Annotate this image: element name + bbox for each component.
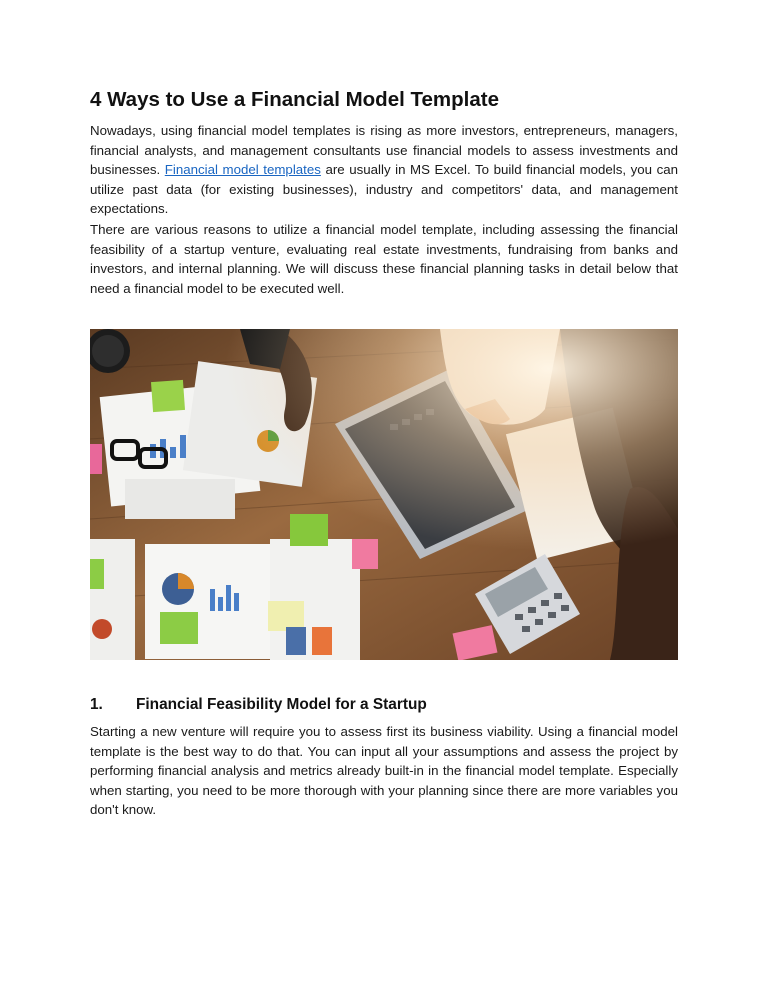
section-number: 1. bbox=[90, 696, 103, 713]
intro-text-start: Nowadays, using financial model templates is rising as more investors, entrepreneurs, managers, financial analysts, and management consultants use financial models to assess investments and businesses. bbox=[90, 123, 678, 178]
financial-model-templates-link[interactable]: Financial model templates bbox=[164, 162, 321, 178]
page-title: 4 Ways to Use a Financial Model Template bbox=[90, 88, 499, 111]
section-title: Financial Feasibility Model for a Startup bbox=[136, 696, 427, 713]
financial-team-photo bbox=[90, 329, 678, 660]
section-heading bbox=[90, 696, 427, 714]
intro-paragraph bbox=[90, 121, 678, 219]
section-body: Starting a new venture will require you to assess first its business viability. Using a financial model template is the best way to do that. You can input all your assumptions and assess the project by performing financial analysis and metrics already built-in in the financial model template. Especially when starting, you need to be more thorough with your planning since there are more variables you don't know. bbox=[90, 724, 678, 818]
article-photo bbox=[90, 329, 678, 660]
reasons-paragraph: There are various reasons to utilize a financial model template, including assessing the financial feasibility of a startup venture, evaluating real estate investments, fundraising from banks and investors, and internal planning. We will discuss these financial planning tasks in detail below that need a financial model to be executed well. bbox=[90, 222, 678, 296]
intro-text-end: are usually in MS Excel. To build financial models, you can utilize past data (for existing businesses), industry and competitors' data, and management expectations. bbox=[90, 162, 679, 217]
